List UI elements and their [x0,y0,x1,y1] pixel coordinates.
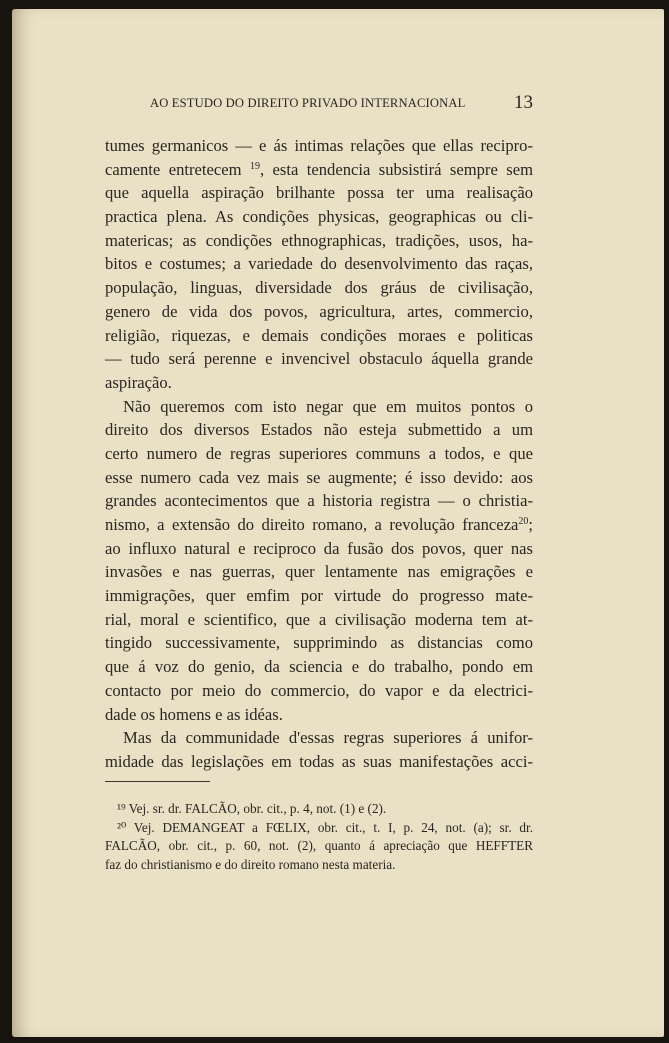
text-line: direito dos diversos Estados não esteja submettido a um [105,420,533,440]
footnote-line: faz do christianismo e do direito romano nesta materia. [105,856,396,872]
text-line: esse numero cada vez mais se augmente; é isso devido: aos [105,467,533,487]
text-line: midade das legislações em todas as suas manifestações acci- [105,751,533,771]
text-line: que aquella aspiração brilhante possa ter uma realisação [105,183,533,203]
text-line: religião, riquezas, e demais condições moraes e politicas [105,325,533,345]
footnote-20: ²⁰ Vej. DEMANGEAT a FŒLIX, obr. cit., t. I, p. 24, not. (a); sr. dr. [117,819,533,835]
text-line: tumes germanicos — e ás intimas relações que ellas recipro- [105,136,533,155]
footnote-19: ¹⁹ Vej. sr. dr. FALCÃO, obr. cit., p. 4, not. (1) e (2). [117,801,387,816]
text-line: camente entretecem $^{19}$, esta tendencia subsistirá sempre sem [105,159,533,179]
text-line: dade os homens e as idéas. [105,704,283,724]
text-line: contacto por meio do commercio, do vapor e da electrici- [105,680,533,700]
text-line: certo numero de regras superiores communs a todos, e que [105,443,533,463]
text-line: rial, moral e scientifico, que a civilisação moderna tem at- [105,609,533,629]
page-number: 13 [514,92,533,113]
running-title: AO ESTUDO DO DIREITO PRIVADO INTERNACIONAL [150,96,466,110]
text-line: que á voz do genio, da sciencia e do trabalho, pondo em [105,657,533,677]
footnote-ref: 19 [249,160,260,172]
footnotes [105,800,533,874]
text-line: aspiração. [105,372,172,392]
text-line: immigrações, quer emfim por virtude do progresso mate- [105,586,533,606]
text-line: ao influxo natural e reciproco da fusão dos povos, quer nas [105,538,533,558]
body-text [105,134,533,774]
footnote-divider [105,781,210,782]
text-line: Mas da communidade d'essas regras superiores á unifor- [123,728,533,748]
text-line: genero de vida dos povos, agricultura, artes, commercio, [105,301,533,321]
page-header [150,92,540,114]
text-line: tingido successivamente, supprimindo as distancias como [105,633,533,653]
text-line: — tudo será perenne e invencivel obstaculo áquella grande [105,349,533,369]
text-line: nismo, a extensão do direito romano, a revolução franceza$^{20}$; [105,515,533,534]
text-line: bitos e costumes; a variedade do desenvolvimento das raças, [105,254,533,274]
text-line: população, linguas, diversidade dos gráus de civilisação, [105,278,533,298]
footnote-ref: 20 [518,516,529,527]
text-line: invasões e nas guerras, quer lentamente nas emigrações e [105,562,533,582]
text-line: grandes acontecimentos que a historia registra — o christia- [105,491,533,511]
text-line: practica plena. As condições physicas, geographicas ou cli- [105,207,533,227]
text-line: Não queremos com isto negar que em muitos pontos o [123,396,533,416]
text-line: matericas; as condições ethnographicas, tradições, usos, ha- [105,230,533,250]
footnote-line: FALCÃO, obr. cit., p. 60, not. (2), quanto á apreciação que HEFFTER [105,838,533,853]
